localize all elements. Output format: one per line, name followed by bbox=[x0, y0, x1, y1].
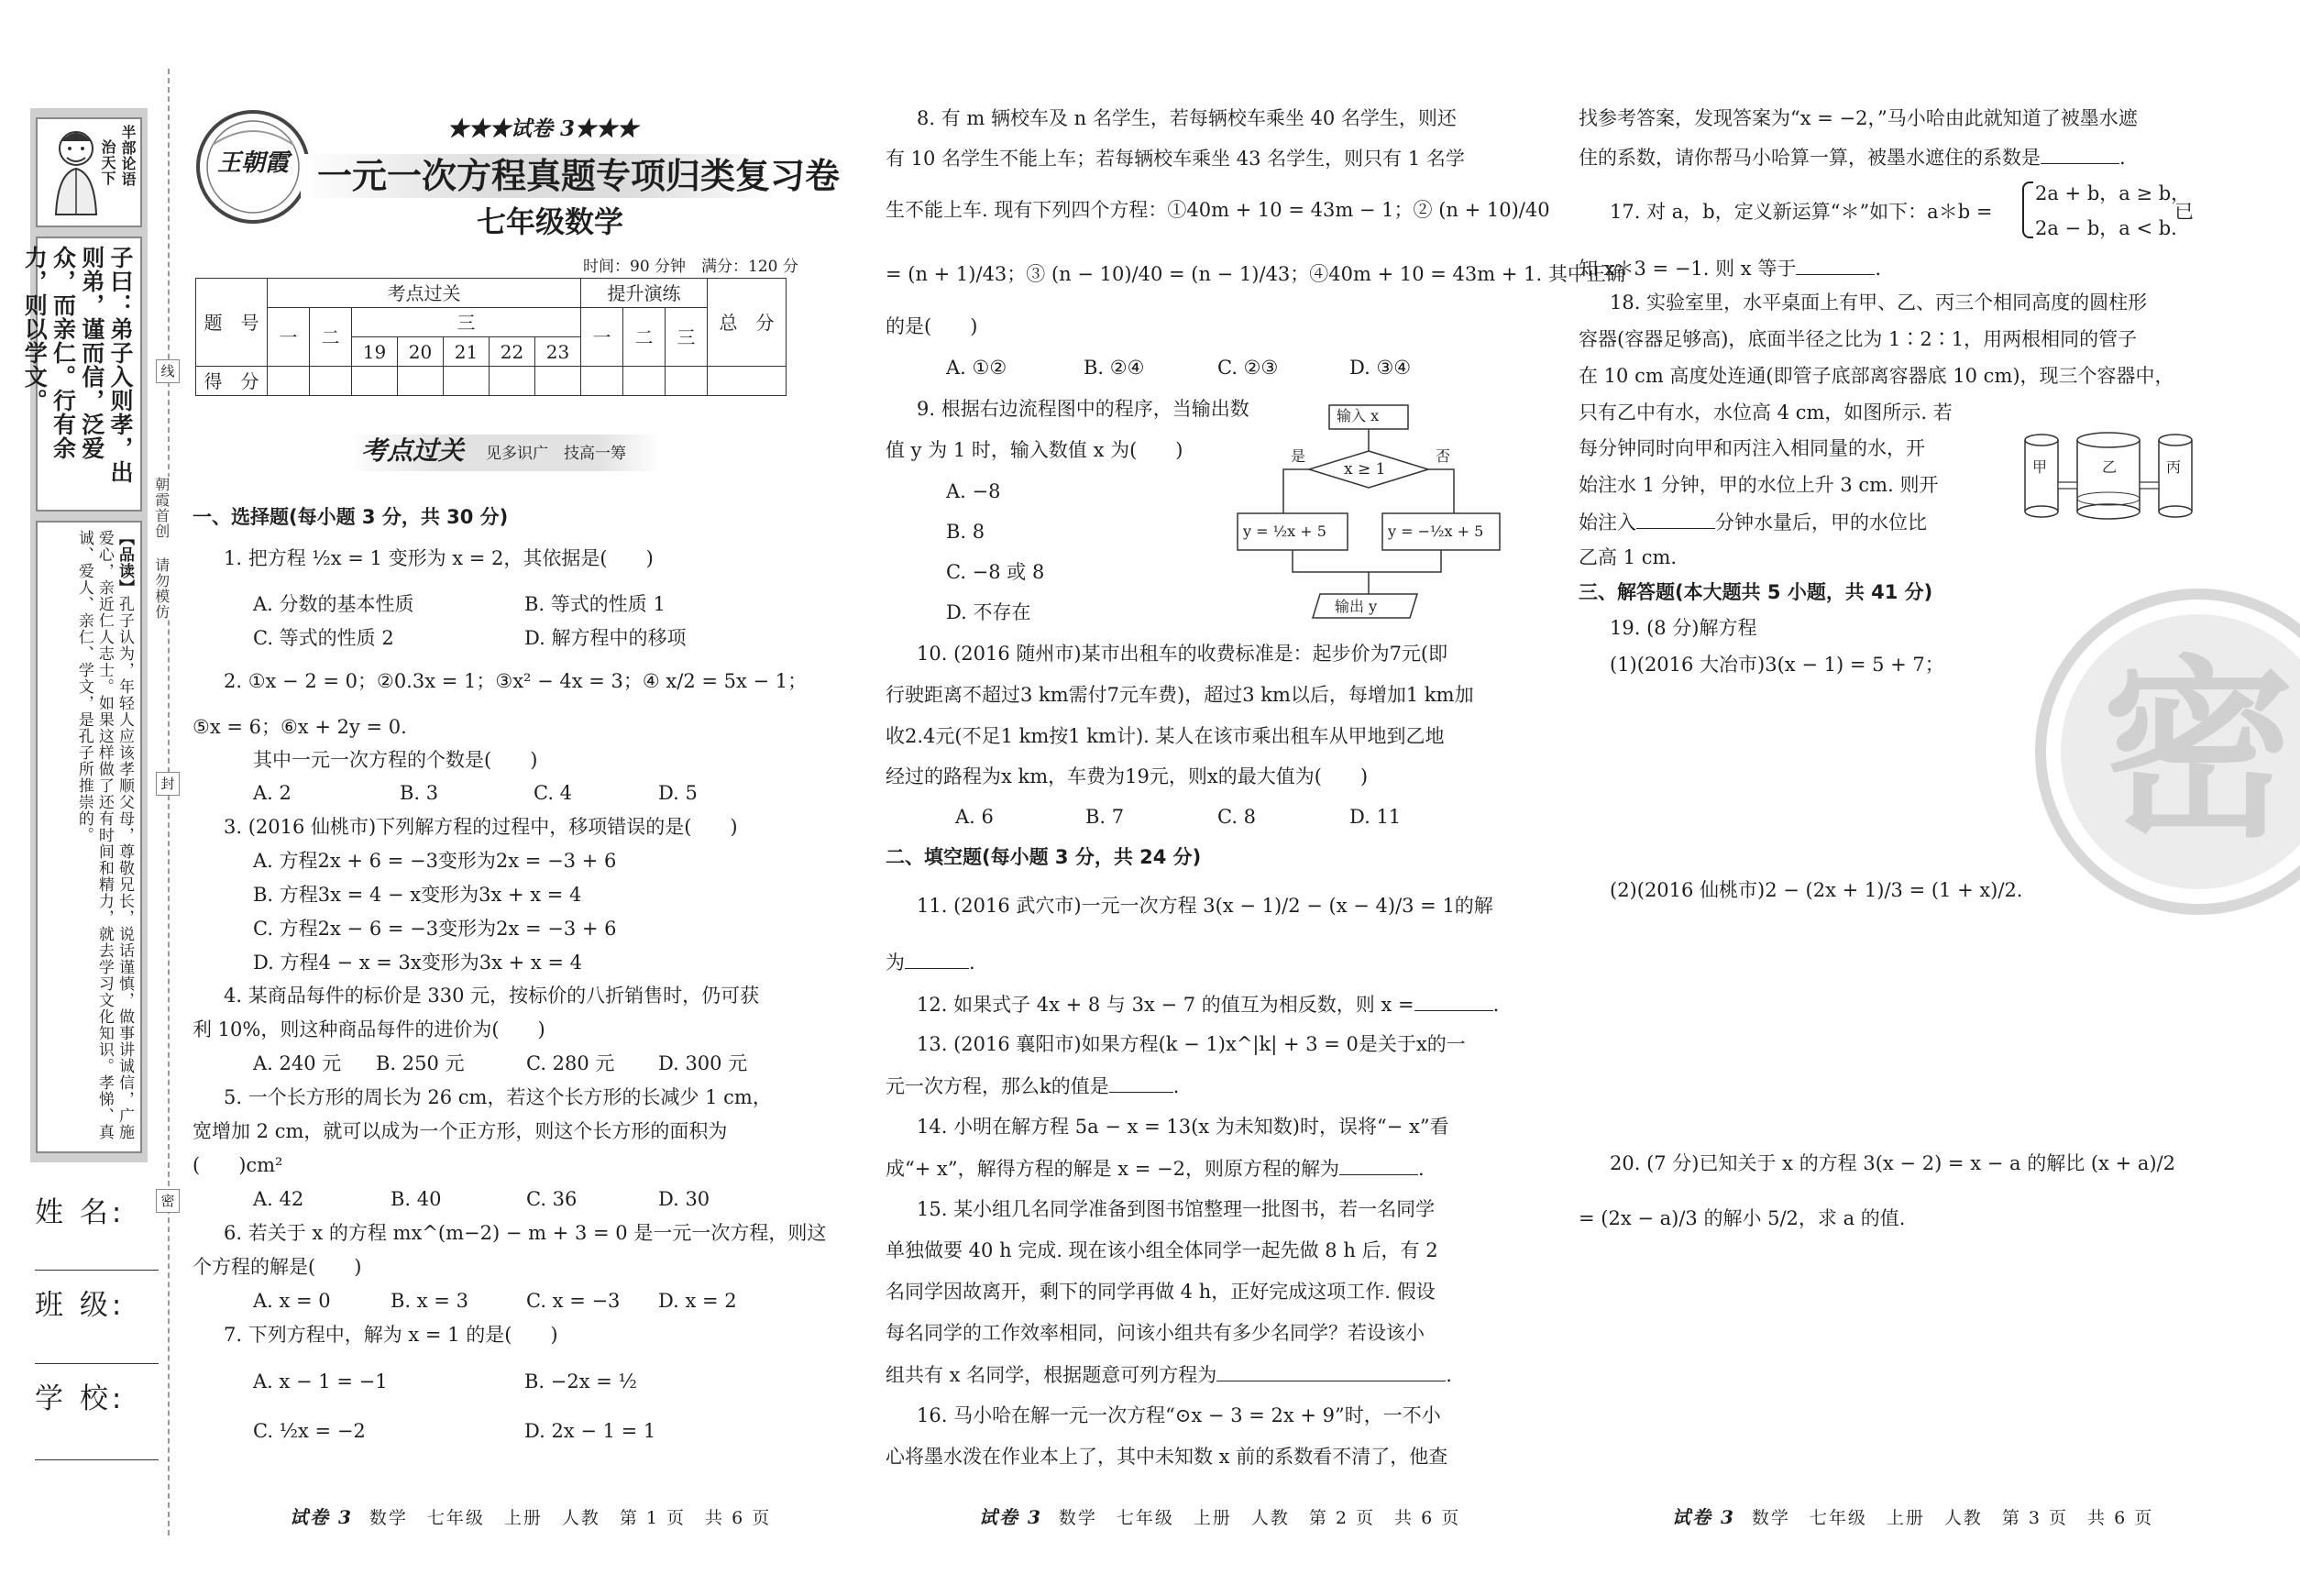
q5-option-c[interactable]: C. 36 bbox=[526, 1188, 578, 1210]
class-line[interactable] bbox=[35, 1363, 159, 1364]
q17-end: 已 bbox=[2174, 201, 2194, 223]
q16-blank[interactable] bbox=[2041, 145, 2119, 164]
score-cell[interactable] bbox=[444, 367, 490, 396]
question-10-line4: 经过的路程为x km，车费为19元，则x的最大值为( ) bbox=[886, 765, 1369, 787]
question-11-line2: 为 . bbox=[886, 952, 975, 974]
name-label: 姓 名: bbox=[35, 1196, 126, 1229]
row-label-score: 得 分 bbox=[196, 367, 268, 396]
q3-option-c[interactable]: C. 方程2x − 6 = −3变形为2x = −3 + 6 bbox=[253, 918, 617, 940]
total-header: 总 分 bbox=[708, 279, 787, 367]
q3-option-a[interactable]: A. 方程2x + 6 = −3变形为2x = −3 + 6 bbox=[253, 850, 617, 872]
page-title: 一元一次方程真题专项归类复习卷 bbox=[317, 156, 841, 196]
class-label: 班 级: bbox=[35, 1289, 126, 1322]
flowchart bbox=[1236, 403, 1502, 623]
q3-option-d[interactable]: D. 方程4 − x = 3x变形为3x + x = 4 bbox=[253, 952, 583, 974]
logo bbox=[194, 108, 312, 226]
section-heading-3: 三、解答题(本大题共 5 小题，共 41 分) bbox=[1579, 581, 1933, 603]
question-16-line2: 心将墨水泼在作业本上了，其中未知数 x 前的系数看不清了，他查 bbox=[886, 1446, 1448, 1468]
question-8-line3: 生不能上车. 现有下列四个方程：①40m + 10 = 43m − 1；② (n + 10)/40 bbox=[886, 199, 1550, 221]
mascot-box bbox=[36, 117, 142, 227]
q15-blank[interactable] bbox=[1216, 1362, 1446, 1381]
question-2: 2. ①x − 2 = 0；②0.3x = 1；③x² − 4x = 3；④ x/2 = 5x − 1； bbox=[224, 670, 808, 692]
tank-label-bing: 丙 bbox=[2166, 458, 2182, 476]
question-15-line2: 单独做要 40 h 完成. 现在该小组全体同学一起先做 8 h 后，有 2 bbox=[886, 1239, 1438, 1261]
question-13-line2: 元一次方程，那么k的值是 . bbox=[886, 1075, 1180, 1097]
q5-option-d[interactable]: D. 30 bbox=[658, 1188, 710, 1210]
q7-option-a[interactable]: A. x − 1 = −1 bbox=[253, 1370, 388, 1392]
question-19: 19. (8 分)解方程 bbox=[1610, 617, 1757, 639]
flow-yes: 是 bbox=[1291, 447, 1306, 465]
q5-option-a[interactable]: A. 42 bbox=[253, 1188, 304, 1210]
col-san: 三 bbox=[352, 308, 581, 337]
question-8-line2: 有 10 名学生不能上车；若每辆校车乘坐 43 名学生，则只有 1 名学 bbox=[886, 148, 1465, 170]
q18-blank[interactable] bbox=[1636, 510, 1715, 529]
q10-option-d[interactable]: D. 11 bbox=[1349, 806, 1402, 828]
q9-option-a[interactable]: A. −8 bbox=[946, 480, 1001, 502]
score-cell[interactable] bbox=[398, 367, 444, 396]
col-t-san: 三 bbox=[666, 308, 708, 367]
q2-option-a[interactable]: A. 2 bbox=[253, 782, 292, 804]
question-9-line2: 值 y 为 1 时，输入数值 x 为( ) bbox=[886, 439, 1183, 461]
q10-option-c[interactable]: C. 8 bbox=[1217, 806, 1257, 828]
question-13: 13. (2016 襄阳市)如果方程(k − 1)x^|k| + 3 = 0是关于x的一 bbox=[917, 1033, 1466, 1055]
question-14-line2: 成“+ x”，解得方程的解是 x = −2，则原方程的解为 . bbox=[886, 1158, 1425, 1180]
col-20: 20 bbox=[398, 337, 444, 367]
q12-blank[interactable] bbox=[1414, 992, 1493, 1011]
q1-option-d[interactable]: D. 解方程中的移项 bbox=[524, 627, 687, 649]
q3-option-b[interactable]: B. 方程3x = 4 − x变形为3x + x = 4 bbox=[253, 884, 582, 906]
question-20-line2: = (2x − a)/3 的解小 5/2，求 a 的值. bbox=[1579, 1207, 1906, 1229]
tank-label-yi: 乙 bbox=[2102, 458, 2118, 476]
seal-watermark bbox=[2033, 587, 2300, 917]
question-18-line8: 乙高 1 cm. bbox=[1579, 546, 1678, 568]
motto-badge-2: 治天下 bbox=[99, 139, 116, 186]
score-cell[interactable] bbox=[310, 367, 352, 396]
col-t-er: 二 bbox=[623, 308, 666, 367]
question-10: 10. (2016 随州市)某市出租车的收费标准是：起步价为7元(即 bbox=[917, 643, 1448, 665]
q7-option-c[interactable]: C. ½x = −2 bbox=[253, 1420, 366, 1442]
flow-no: 否 bbox=[1436, 447, 1451, 465]
question-18-line3: 在 10 cm 高度处连通(即管子底部离容器底 10 cm)，现三个容器中， bbox=[1579, 365, 2174, 387]
q2-option-d[interactable]: D. 5 bbox=[658, 782, 698, 804]
q7-option-d[interactable]: D. 2x − 1 = 1 bbox=[524, 1420, 656, 1442]
confucius-quote: 子曰：弟子入则孝，出则弟，谨而信，泛爱众，而亲仁。行有余力，则以学文。 bbox=[36, 237, 142, 512]
flow-condition: x ≥ 1 bbox=[1344, 460, 1386, 479]
q8-option-a[interactable]: A. ①② bbox=[946, 357, 1007, 379]
col-yi: 一 bbox=[268, 308, 310, 367]
question-20: 20. (7 分)已知关于 x 的方程 3(x − 2) = x − a 的解比 (x + a)/2 bbox=[1610, 1152, 2175, 1174]
q1-option-c[interactable]: C. 等式的性质 2 bbox=[253, 627, 394, 649]
question-9: 9. 根据右边流程图中的程序，当输出数 bbox=[917, 398, 1249, 420]
question-17: 17. 对 a，b，定义新运算“＊”如下：a＊b = bbox=[1610, 201, 1993, 223]
brace bbox=[2022, 182, 2033, 238]
question-12: 12. 如果式子 4x + 8 与 3x − 7 的值互为相反数，则 x = . bbox=[917, 994, 1500, 1016]
tank-label-jia: 甲 bbox=[2032, 458, 2048, 476]
q4-option-c[interactable]: C. 280 元 bbox=[526, 1052, 615, 1074]
q1-option-a[interactable]: A. 分数的基本性质 bbox=[253, 593, 414, 615]
q5-option-b[interactable]: B. 40 bbox=[391, 1188, 442, 1210]
brand-vertical: 朝霞首创 请勿模仿 bbox=[152, 477, 171, 620]
q10-option-a[interactable]: A. 6 bbox=[955, 806, 994, 828]
school-label: 学 校: bbox=[35, 1382, 126, 1415]
section-banner-slogan: 见多识广 技高一筹 bbox=[486, 445, 626, 463]
question-4: 4. 某商品每件的标价是 330 元，按标价的八折销售时，仍可获 bbox=[224, 985, 760, 1007]
question-15-line5: 组共有 x 名同学，根据题意可列方程为 . bbox=[886, 1364, 1452, 1386]
col-19: 19 bbox=[352, 337, 398, 367]
question-8-line5: 的是( ) bbox=[886, 315, 978, 337]
question-16: 16. 马小哈在解一元一次方程“⊙x − 3 = 2x + 9”时，一不小 bbox=[917, 1404, 1441, 1426]
school-line[interactable] bbox=[35, 1459, 159, 1460]
cut-mark-feng: 封 bbox=[156, 772, 180, 796]
q6-option-d[interactable]: D. x = 2 bbox=[658, 1290, 737, 1312]
q7-option-b[interactable]: B. −2x = ½ bbox=[524, 1370, 637, 1392]
question-6: 6. 若关于 x 的方程 mx^(m−2) − m + 3 = 0 是一元一次方程，则这 bbox=[224, 1222, 827, 1244]
flow-left-box: y = ½x + 5 bbox=[1243, 523, 1326, 540]
question-8: 8. 有 m 辆校车及 n 名学生，若每辆校车乘坐 40 名学生，则还 bbox=[917, 107, 1457, 129]
score-table bbox=[195, 278, 787, 396]
page-subtitle: 七年级数学 bbox=[477, 204, 624, 239]
question-7: 7. 下列方程中，解为 x = 1 的是( ) bbox=[224, 1324, 558, 1346]
q6-option-a[interactable]: A. x = 0 bbox=[253, 1290, 331, 1312]
q2-option-b[interactable]: B. 3 bbox=[400, 782, 439, 804]
question-11: 11. (2016 武穴市)一元一次方程 3(x − 1)/2 − (x − 4)/3 = 1的解 bbox=[917, 895, 1493, 917]
col-er: 二 bbox=[310, 308, 352, 367]
question-18: 18. 实验室里，水平桌面上有甲、乙、丙三个相同高度的圆柱形 bbox=[1610, 292, 2148, 314]
question-15: 15. 某小组几名同学准备到图书馆整理一批图书，若一名同学 bbox=[917, 1198, 1436, 1220]
question-18-line4: 只有乙中有水，水位高 4 cm，如图所示. 若 bbox=[1579, 402, 1953, 424]
group-kaodian: 考点过关 bbox=[268, 279, 581, 308]
footer-page-2: 试卷 3 数学 七年级 上册 人教 第 2 页 共 6 页 bbox=[979, 1506, 1461, 1528]
flow-output: 输出 y bbox=[1335, 598, 1378, 615]
q8-option-b[interactable]: B. ②④ bbox=[1084, 357, 1145, 379]
question-16-line4: 住的系数，请你帮马小哈算一算，被墨水遮住的系数是 . bbox=[1579, 147, 2126, 169]
question-10-line2: 行驶距离不超过3 km需付7元车费)，超过3 km以后，每增加1 km加 bbox=[886, 684, 1474, 706]
seal-character: 密 bbox=[2101, 639, 2294, 864]
score-cell[interactable] bbox=[352, 367, 398, 396]
question-19-part1: (1)(2016 大冶市)3(x − 1) = 5 + 7； bbox=[1610, 654, 1944, 676]
q9-option-d[interactable]: D. 不存在 bbox=[946, 601, 1031, 623]
col-22: 22 bbox=[490, 337, 535, 367]
score-cell[interactable] bbox=[490, 367, 535, 396]
flowchart-lines bbox=[1236, 403, 1502, 623]
section-banner-title: 考点过关 bbox=[361, 435, 465, 466]
score-cell[interactable] bbox=[581, 367, 623, 396]
question-18-line6: 始注水 1 分钟，甲的水位上升 3 cm. 则开 bbox=[1579, 474, 1939, 496]
question-14: 14. 小明在解方程 5a − x = 13(x 为未知数)时，误将“− x”看 bbox=[917, 1116, 1449, 1138]
question-17-line2: 知 x＊3 = −1. 则 x 等于 . bbox=[1579, 258, 1882, 280]
q9-option-c[interactable]: C. −8 或 8 bbox=[946, 561, 1045, 583]
question-5-line3: ( )cm² bbox=[193, 1154, 283, 1176]
q17-blank[interactable] bbox=[1796, 256, 1875, 275]
question-5-line2: 宽增加 2 cm，就可以成为一个正方形，则这个长方形的面积为 bbox=[193, 1120, 728, 1142]
sidebar-strip bbox=[21, 108, 148, 1162]
footer-page-3: 试卷 3 数学 七年级 上册 人教 第 3 页 共 6 页 bbox=[1672, 1506, 2154, 1528]
time-info: 时间：90 分钟 满分：120 分 bbox=[583, 258, 798, 276]
score-cell[interactable] bbox=[268, 367, 310, 396]
score-cell[interactable] bbox=[623, 367, 666, 396]
question-18-line2: 容器(容器足够高)，底面半径之比为 1∶2∶1，用两根相同的管子 bbox=[1579, 328, 2138, 350]
q4-option-a[interactable]: A. 240 元 bbox=[253, 1052, 342, 1074]
score-cell[interactable] bbox=[708, 367, 787, 396]
q4-option-d[interactable]: D. 300 元 bbox=[658, 1052, 748, 1074]
score-cell[interactable] bbox=[535, 367, 581, 396]
q17-piece-2: 2a − b，a < b. bbox=[2035, 217, 2177, 239]
reading-note: 【品读】孔子认为，年轻人应该孝顺父母，尊敬兄长，说话谨慎，做事讲诚信，广施爱心，亲近仁人志士。如果这样做了还有时间和精力，就去学习文化知识。孝悌、真诚、爱人、亲仁、学文，是孔子所推崇的。 bbox=[36, 521, 142, 1153]
group-tisheng: 提升演练 bbox=[581, 279, 708, 308]
col-t-yi: 一 bbox=[581, 308, 623, 367]
section-heading-2: 二、填空题(每小题 3 分，共 24 分) bbox=[886, 846, 1202, 868]
flow-right-box: y = −½x + 5 bbox=[1388, 523, 1484, 540]
col-23: 23 bbox=[535, 337, 581, 367]
question-18-line7: 始注入 分钟水量后，甲的水位比 bbox=[1579, 512, 1927, 534]
q11-blank[interactable] bbox=[905, 950, 969, 969]
row-label-number: 题 号 bbox=[196, 279, 268, 367]
motto-badge: 半部论语 bbox=[119, 125, 137, 187]
question-3: 3. (2016 仙桃市)下列解方程的过程中，移项错误的是( ) bbox=[224, 816, 738, 838]
cut-mark-mi: 密 bbox=[156, 1189, 180, 1213]
question-10-line3: 收2.4元(不足1 km按1 km计). 某人在该市乘出租车从甲地到乙地 bbox=[886, 725, 1445, 747]
question-2-line2: ⑤x = 6；⑥x + 2y = 0. bbox=[193, 716, 407, 738]
cut-mark-xian: 线 bbox=[156, 359, 180, 383]
question-19-part2: (2)(2016 仙桃市)2 − (2x + 1)/3 = (1 + x)/2. bbox=[1610, 879, 2023, 901]
q10-option-b[interactable]: B. 7 bbox=[1085, 806, 1125, 828]
question-5: 5. 一个长方形的周长为 26 cm，若这个长方形的长减少 1 cm， bbox=[224, 1086, 772, 1108]
question-15-line3: 名同学因故离开，剩下的同学再做 4 h，正好完成这项工作. 假设 bbox=[886, 1281, 1436, 1303]
question-8-line4: = (n + 1)/43；③ (n − 10)/40 = (n − 1)/43；④40m + 10 = 43m + 1. 其中正确 bbox=[886, 263, 1625, 285]
q6-option-b[interactable]: B. x = 3 bbox=[391, 1290, 468, 1312]
q9-option-b[interactable]: B. 8 bbox=[946, 521, 985, 543]
q8-option-d[interactable]: D. ③④ bbox=[1349, 357, 1412, 379]
q8-option-c[interactable]: C. ②③ bbox=[1217, 357, 1279, 379]
paper-number: ★★★试卷 3★★★ bbox=[447, 116, 639, 141]
question-2-line3: 其中一元一次方程的个数是( ) bbox=[253, 749, 538, 771]
q14-blank[interactable] bbox=[1339, 1156, 1418, 1175]
question-6-line2: 个方程的解是( ) bbox=[193, 1256, 362, 1278]
q13-blank[interactable] bbox=[1109, 1073, 1173, 1093]
q4-option-b[interactable]: B. 250 元 bbox=[376, 1052, 465, 1074]
q6-option-c[interactable]: C. x = −3 bbox=[526, 1290, 621, 1312]
section-banner bbox=[348, 435, 660, 471]
logo-text: 王朝霞 bbox=[216, 149, 289, 177]
name-line[interactable] bbox=[35, 1270, 159, 1271]
cylinder-containers bbox=[2021, 431, 2195, 523]
q2-option-c[interactable]: C. 4 bbox=[534, 782, 573, 804]
question-4-line2: 利 10%，则这种商品每件的进价为( ) bbox=[193, 1018, 545, 1040]
section-heading-1: 一、选择题(每小题 3 分，共 30 分) bbox=[193, 506, 509, 528]
cut-line bbox=[168, 69, 170, 1535]
question-1: 1. 把方程 ½x = 1 变形为 x = 2，其依据是( ) bbox=[224, 547, 654, 569]
q17-piece-1: 2a + b，a ≥ b， bbox=[2035, 182, 2191, 204]
q1-option-b[interactable]: B. 等式的性质 1 bbox=[524, 593, 666, 615]
footer-page-1: 试卷 3 数学 七年级 上册 人教 第 1 页 共 6 页 bbox=[290, 1506, 772, 1528]
score-cell[interactable] bbox=[666, 367, 708, 396]
col-21: 21 bbox=[444, 337, 490, 367]
flow-input: 输入 x bbox=[1337, 407, 1380, 424]
question-16-line3: 找参考答案，发现答案为“x = −2，”马小哈由此就知道了被墨水遮 bbox=[1579, 107, 2138, 129]
question-18-line5: 每分钟同时向甲和丙注入相同量的水，开 bbox=[1579, 437, 1925, 459]
question-15-line4: 每名同学的工作效率相同，问该小组共有多少名同学？若设该小 bbox=[886, 1322, 1425, 1344]
